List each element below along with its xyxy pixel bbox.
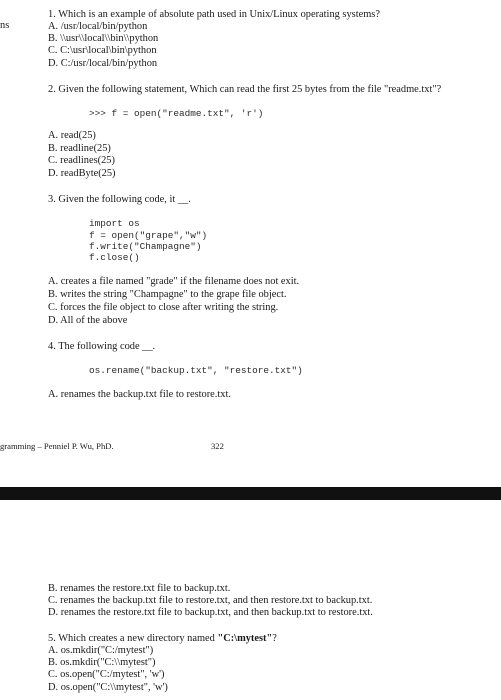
q3-code-line-1: import os [89, 218, 140, 229]
q1-option-b: B. \\usr\\local\\bin\\python [48, 33, 159, 44]
margin-text-fragment: ns [0, 20, 10, 31]
q4-option-b: B. renames the restore.txt file to backup.txt. [48, 583, 231, 594]
q3-code-line-2: f = open("grape","w") [89, 230, 208, 241]
q1-option-a: A. /usr/local/bin/python [48, 21, 148, 32]
q1-option-d: D. C:/usr/local/bin/python [48, 58, 158, 69]
q2-question: 2. Given the following statement, Which can read the first 25 bytes from the file "readme.txt"? [48, 84, 442, 95]
q2-code-line: >>> f = open("readme.txt", 'r') [89, 108, 264, 119]
q4-option-c: C. renames the backup.txt file to restore.txt, and then restore.txt to backup.txt. [48, 595, 373, 606]
q5-question-suffix: ? [272, 633, 277, 644]
q1-option-c: C. C:\usr\local\bin\python [48, 45, 157, 56]
q5-option-a: A. os.mkdir("C:/mytest") [48, 645, 154, 656]
q3-code-line-4: f.close() [89, 252, 140, 263]
page-number: 322 [211, 441, 224, 451]
page-break-band [0, 487, 501, 500]
q3-code-line-3: f.write("Champagne") [89, 241, 202, 252]
q4-code-line: os.rename("backup.txt", "restore.txt") [89, 365, 303, 376]
q5-question-prefix: 5. Which creates a new directory named [48, 633, 218, 644]
page-footer-author: gramming – Penniel P. Wu, PhD. [0, 441, 114, 451]
q2-option-c: C. readlines(25) [48, 155, 115, 166]
q2-option-d: D. readByte(25) [48, 168, 116, 179]
q5-question-path: "C:\mytest" [217, 633, 273, 644]
q3-question: 3. Given the following code, it __. [48, 194, 191, 205]
q3-option-a: A. creates a file named "grade" if the filename does not exit. [48, 276, 300, 287]
q5-option-b: B. os.mkdir("C:\\mytest") [48, 657, 156, 668]
q4-question: 4. The following code __. [48, 341, 156, 352]
q5-question [48, 633, 277, 645]
q2-option-b: B. readline(25) [48, 143, 111, 154]
q5-option-d: D. os.open("C:\\mytest", 'w') [48, 682, 168, 693]
q2-option-a: A. read(25) [48, 130, 96, 141]
q5-option-c: C. os.open("C:/mytest", 'w') [48, 669, 165, 680]
q3-option-c: C. forces the file object to close after writing the string. [48, 302, 279, 313]
q1-question: 1. Which is an example of absolute path used in Unix/Linux operating systems? [48, 9, 380, 20]
q3-option-d: D. All of the above [48, 315, 128, 326]
q3-option-b: B. writes the string "Champagne" to the grape file object. [48, 289, 287, 300]
q4-option-d: D. renames the restore.txt file to backup.txt, and then backup.txt to restore.txt. [48, 607, 373, 618]
q4-option-a: A. renames the backup.txt file to restore.txt. [48, 389, 231, 400]
